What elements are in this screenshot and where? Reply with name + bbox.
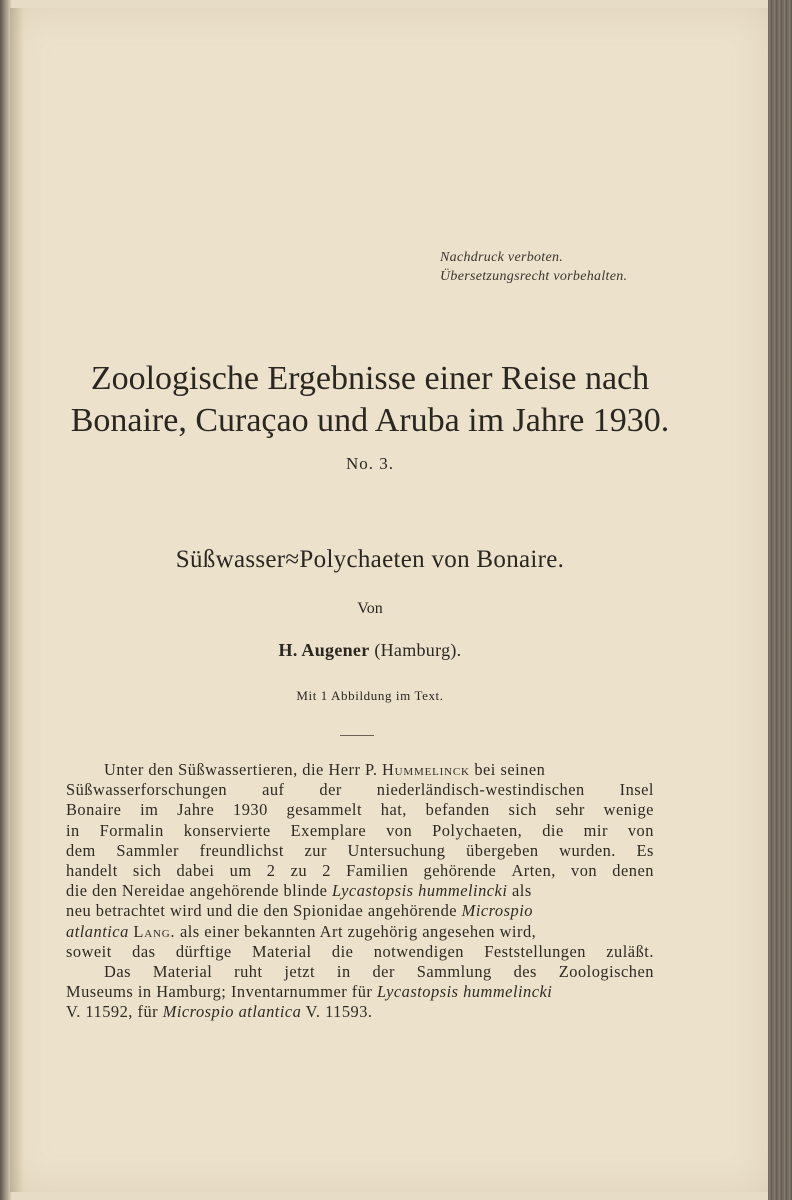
species-epithet: atlantica: [66, 921, 129, 941]
body-line: atlantica Lang. als einer bekannten Art zugehörig angesehen wird,: [66, 921, 537, 941]
body-line: die den Nereidae angehörende blinde Lycastopsis hummelincki als: [66, 881, 532, 901]
notice-translation: Übersetzungsrecht vorbehalten.: [440, 269, 628, 284]
body-line: neu betrachtet wird und die den Spionidae angehörende Microspio: [66, 901, 533, 921]
body-line: Unter den Süßwassertieren, die Herr P. Hummelinck bei seinen: [104, 760, 546, 779]
species-name: Microspio atlantica: [162, 1002, 302, 1022]
body-line: in Formalin konservierte Exemplare von Polychaeten, die mir von: [66, 820, 654, 840]
body-line: Museums in Hamburg; Inventarnummer für Lycastopsis hummelincki: [66, 982, 553, 1002]
body-line: V. 11592, für Microspio atlantica V. 11593.: [66, 1002, 373, 1022]
author-abbrev: Lang.: [133, 921, 176, 941]
byline-von: Von: [357, 600, 383, 617]
author-place: (Hamburg).: [374, 640, 462, 660]
divider-rule: [340, 735, 374, 736]
body-line: Süßwasserforschungen auf der niederländisch-westindischen Insel: [66, 780, 654, 800]
copyright-notice: [440, 248, 700, 286]
body-text: [66, 760, 654, 1022]
series-title-line-2: Bonaire, Curaçao und Aruba im Jahre 1930.: [70, 402, 670, 439]
page-edges: [768, 0, 792, 1200]
spine-shadow: [10, 8, 24, 1192]
author-name: H. Augener: [278, 640, 370, 660]
person-name: Hummelinck: [382, 760, 470, 779]
species-name: Lycastopsis hummelincki: [377, 982, 553, 1002]
body-line: soweit das dürftige Material die notwendigen Feststellungen zuläßt.: [66, 941, 654, 961]
series-title-line-1: Zoologische Ergebnisse einer Reise nach: [90, 360, 650, 397]
series-title: [40, 358, 700, 442]
body-line: handelt sich dabei um 2 zu 2 Familien gehörende Arten, von denen: [66, 860, 654, 880]
species-name: Lycastopsis hummelincki: [332, 881, 508, 901]
body-line: Bonaire im Jahre 1930 gesammelt hat, befanden sich sehr wenige: [66, 800, 654, 820]
genus-name: Microspio: [461, 901, 533, 921]
figure-note: Mit 1 Abbildung im Text.: [296, 688, 444, 703]
series-number: No. 3.: [345, 454, 395, 473]
article-title: Süßwasser≈Polychaeten von Bonaire.: [175, 546, 565, 573]
author: [40, 640, 700, 661]
notice-reprint: Nachdruck verboten.: [440, 250, 564, 265]
body-line: Das Material ruht jetzt in der Sammlung des Zoologischen: [104, 961, 654, 981]
body-line: dem Sammler freundlichst zur Untersuchung übergeben wurden. Es: [66, 840, 654, 860]
